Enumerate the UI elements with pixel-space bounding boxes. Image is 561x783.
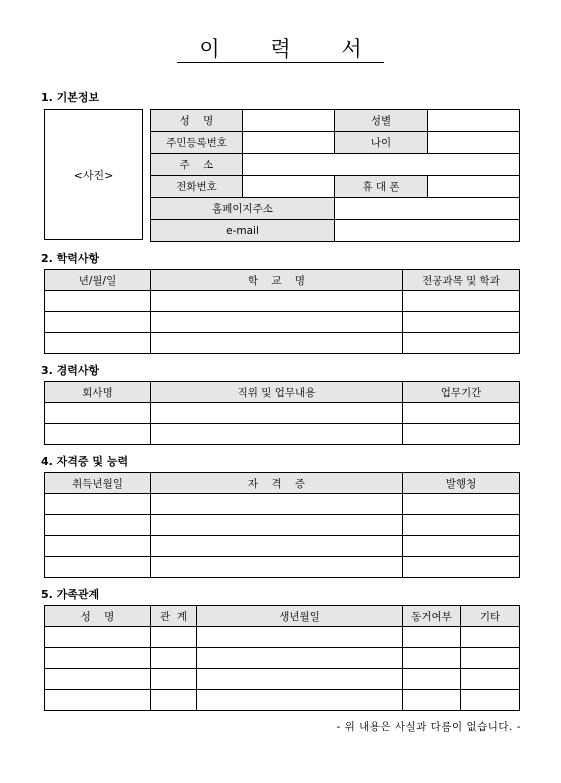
family-header-etc: 기타 <box>461 606 520 627</box>
section-title-career: 3. 경력사항 <box>41 364 100 377</box>
family-cell[interactable] <box>197 690 403 711</box>
family-cell[interactable] <box>151 648 197 669</box>
career-header-position: 직위 및 업무내용 <box>151 382 403 403</box>
education-header-school: 학 교 명 <box>151 270 403 291</box>
education-cell[interactable] <box>45 333 151 354</box>
family-header-cohabit: 동거여부 <box>403 606 461 627</box>
table-row <box>45 557 520 578</box>
family-cell[interactable] <box>461 648 520 669</box>
family-cell[interactable] <box>45 690 151 711</box>
family-cell[interactable] <box>151 669 197 690</box>
age-field[interactable] <box>428 132 520 154</box>
education-header-major: 전공과목 및 학과 <box>403 270 520 291</box>
section-title-license: 4. 자격증 및 능력 <box>41 455 129 468</box>
family-cell[interactable] <box>461 627 520 648</box>
license-header-issuer: 발행청 <box>403 473 520 494</box>
table-row <box>45 669 520 690</box>
education-cell[interactable] <box>151 291 403 312</box>
family-cell[interactable] <box>151 690 197 711</box>
family-cell[interactable] <box>403 648 461 669</box>
email-label: e-mail <box>151 220 335 242</box>
career-table <box>44 381 520 445</box>
mobile-label: 휴 대 폰 <box>335 176 428 198</box>
section-title-basic: 1. 기본정보 <box>41 91 100 104</box>
mobile-field[interactable] <box>428 176 520 198</box>
career-cell[interactable] <box>151 424 403 445</box>
education-cell[interactable] <box>45 291 151 312</box>
career-cell[interactable] <box>45 424 151 445</box>
family-cell[interactable] <box>403 627 461 648</box>
family-table <box>44 605 520 711</box>
license-cell[interactable] <box>403 557 520 578</box>
name-field[interactable] <box>243 110 335 132</box>
age-label: 나이 <box>335 132 428 154</box>
family-cell[interactable] <box>197 648 403 669</box>
section-title-education: 2. 학력사항 <box>41 252 100 265</box>
homepage-label: 홈페이지주소 <box>151 198 335 220</box>
career-cell[interactable] <box>403 403 520 424</box>
table-row <box>45 333 520 354</box>
family-cell[interactable] <box>197 669 403 690</box>
table-row <box>45 515 520 536</box>
family-header-name: 성 명 <box>45 606 151 627</box>
career-header-period: 업무기간 <box>403 382 520 403</box>
license-header-date: 취득년월일 <box>45 473 151 494</box>
table-row <box>45 627 520 648</box>
homepage-field[interactable] <box>335 198 520 220</box>
license-cell[interactable] <box>403 536 520 557</box>
license-cell[interactable] <box>45 515 151 536</box>
table-row <box>45 690 520 711</box>
family-cell[interactable] <box>45 627 151 648</box>
family-cell[interactable] <box>461 669 520 690</box>
license-cell[interactable] <box>151 494 403 515</box>
family-cell[interactable] <box>45 669 151 690</box>
family-cell[interactable] <box>403 690 461 711</box>
phone-label: 전화번호 <box>151 176 243 198</box>
section-title-family: 5. 가족관계 <box>41 588 100 601</box>
family-header-birthdate: 생년월일 <box>197 606 403 627</box>
table-row <box>45 648 520 669</box>
table-row <box>45 312 520 333</box>
table-row <box>45 424 520 445</box>
table-row <box>45 403 520 424</box>
license-cell[interactable] <box>151 515 403 536</box>
education-cell[interactable] <box>151 333 403 354</box>
education-header-date: 년/월/일 <box>45 270 151 291</box>
family-cell[interactable] <box>461 690 520 711</box>
table-row <box>45 291 520 312</box>
family-cell[interactable] <box>45 648 151 669</box>
license-cell[interactable] <box>45 494 151 515</box>
photo-placeholder: <사진> <box>73 168 114 182</box>
resident-id-field[interactable] <box>243 132 335 154</box>
license-cell[interactable] <box>45 536 151 557</box>
education-table <box>44 269 520 354</box>
education-cell[interactable] <box>403 333 520 354</box>
photo-box[interactable] <box>44 109 143 240</box>
name-label: 성 명 <box>151 110 243 132</box>
education-cell[interactable] <box>151 312 403 333</box>
phone-field[interactable] <box>243 176 335 198</box>
address-field[interactable] <box>243 154 520 176</box>
table-row <box>45 536 520 557</box>
address-label: 주 소 <box>151 154 243 176</box>
table-row <box>45 494 520 515</box>
education-cell[interactable] <box>403 291 520 312</box>
family-cell[interactable] <box>151 627 197 648</box>
family-cell[interactable] <box>197 627 403 648</box>
license-header-certificate: 자 격 증 <box>151 473 403 494</box>
license-cell[interactable] <box>403 515 520 536</box>
career-header-company: 회사명 <box>45 382 151 403</box>
education-cell[interactable] <box>403 312 520 333</box>
resident-id-label: 주민등록번호 <box>151 132 243 154</box>
license-cell[interactable] <box>403 494 520 515</box>
gender-field[interactable] <box>428 110 520 132</box>
basic-info-table <box>150 109 520 242</box>
declaration-text: - 위 내용은 사실과 다름이 없습니다. - <box>336 721 521 733</box>
license-cell[interactable] <box>151 557 403 578</box>
gender-label: 성별 <box>335 110 428 132</box>
education-cell[interactable] <box>45 312 151 333</box>
document-title: 이 력 서 <box>177 36 383 63</box>
license-cell[interactable] <box>151 536 403 557</box>
email-field[interactable] <box>335 220 520 242</box>
career-cell[interactable] <box>403 424 520 445</box>
license-cell[interactable] <box>45 557 151 578</box>
document-title-wrap <box>0 36 561 63</box>
career-cell[interactable] <box>151 403 403 424</box>
family-cell[interactable] <box>403 669 461 690</box>
family-header-relation: 관 계 <box>151 606 197 627</box>
license-table <box>44 472 520 578</box>
career-cell[interactable] <box>45 403 151 424</box>
